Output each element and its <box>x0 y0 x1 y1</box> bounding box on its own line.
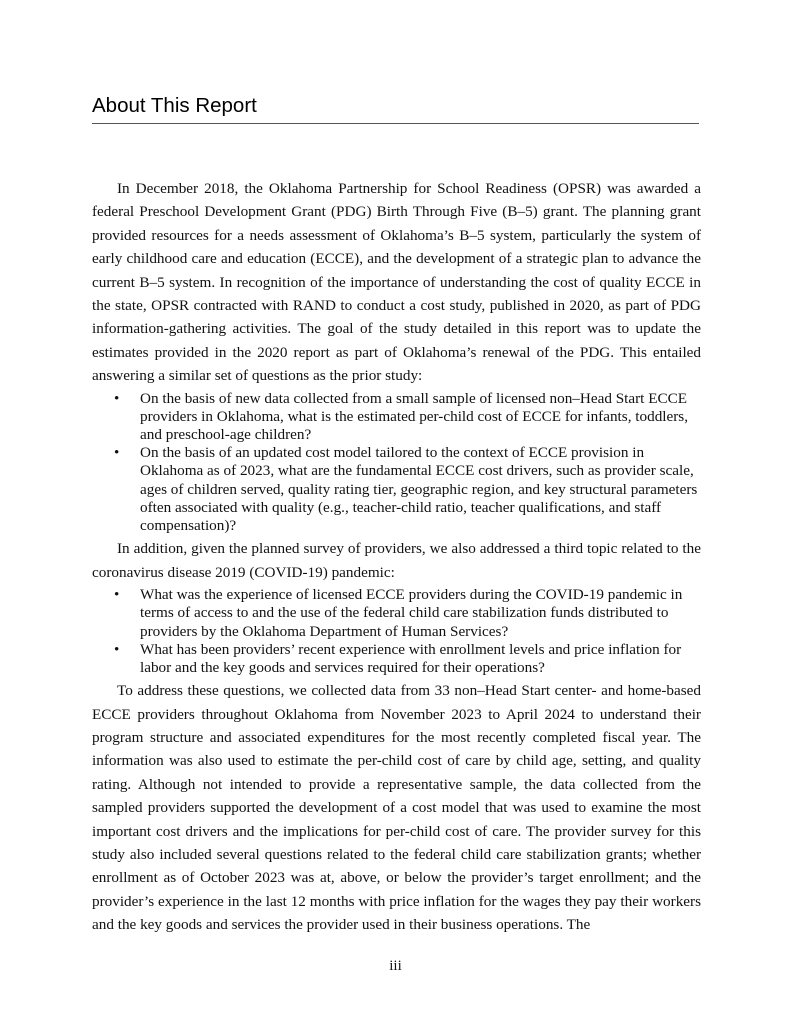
bullet-icon: • <box>114 389 120 407</box>
section-heading: About This Report <box>92 94 257 117</box>
list-item <box>92 586 701 641</box>
list-item-text: On the basis of new data collected from a small sample of licensed non–Head Start ECCE providers in Oklahoma, what is the estimated per-child cost of ECCE for infants, toddlers, and preschool-age children? <box>140 389 689 444</box>
list-item <box>92 444 701 535</box>
list-item <box>92 390 701 445</box>
covid-topic-paragraph: In addition, given the planned survey of providers, we also addressed a third topic related to the coronavirus disease 2019 (COVID-19) pandemic: <box>92 540 701 581</box>
bullet-icon: • <box>114 640 120 658</box>
covid-questions-list <box>92 586 701 677</box>
research-questions-list <box>92 390 701 536</box>
list-item-text: What has been providers’ recent experience with enrollment levels and price inflation for labor and the key goods and services required for their operations? <box>140 640 682 676</box>
report-body <box>92 177 701 937</box>
list-item-text: What was the experience of licensed ECCE providers during the COVID-19 pandemic in terms of access to and the use of the federal child care stabilization funds distributed to providers by the Oklahoma Department of Human Services? <box>140 586 683 640</box>
list-item-text: On the basis of an updated cost model tailored to the context of ECCE provision in Oklahoma as of 2023, what are the fundamental ECCE cost drivers, such as provider scale, ages of children served, quality rating tier, geographic region, and key structural parameters often associated with quality (e.g., teacher-child ratio, teacher qualifications, and staff compensation)? <box>140 444 698 535</box>
heading-rule <box>92 123 699 124</box>
page-number: iii <box>389 958 402 974</box>
bullet-icon: • <box>114 586 120 604</box>
methods-paragraph: To address these questions, we collected data from 33 non–Head Start center- and home-based ECCE providers throughout Oklahoma from November 2023 to April 2024 to understand their program structure and associated expenditures for the most recently completed fiscal year. The information was also used to estimate the per-child cost of care by child age, setting, and quality rating. Although not intended to provide a representative sample, the data collected from the sampled providers supported the development of a cost model that was used to examine the most important cost drivers and the implications for per-child cost of care. The provider survey for this study also included several questions related to the federal child care stabilization grants; whether enrollment as of October 2023 was at, above, or below the provider’s target enrollment; and the provider’s experience in the last 12 months with price inflation for the wages they pay their workers and the key goods and services the provider used in their business operations. The <box>92 682 701 934</box>
list-item <box>92 641 701 677</box>
intro-paragraph: In December 2018, the Oklahoma Partnership for School Readiness (OPSR) was awarded a federal Preschool Development Grant (PDG) Birth Through Five (B–5) grant. The planning grant provided resources for a needs assessment of Oklahoma’s B–5 system, particularly the system of early childhood care and education (ECCE), and the development of a strategic plan to advance the current B–5 system. In recognition of the importance of understanding the cost of quality ECCE in the state, OPSR contracted with RAND to conduct a cost study, published in 2020, as part of PDG information-gathering activities. The goal of the study detailed in this report was to update the estimates provided in the 2020 report as part of Oklahoma’s renewal of the PDG. This entailed answering a similar set of questions as the prior study: <box>92 180 701 385</box>
bullet-icon: • <box>114 444 120 462</box>
